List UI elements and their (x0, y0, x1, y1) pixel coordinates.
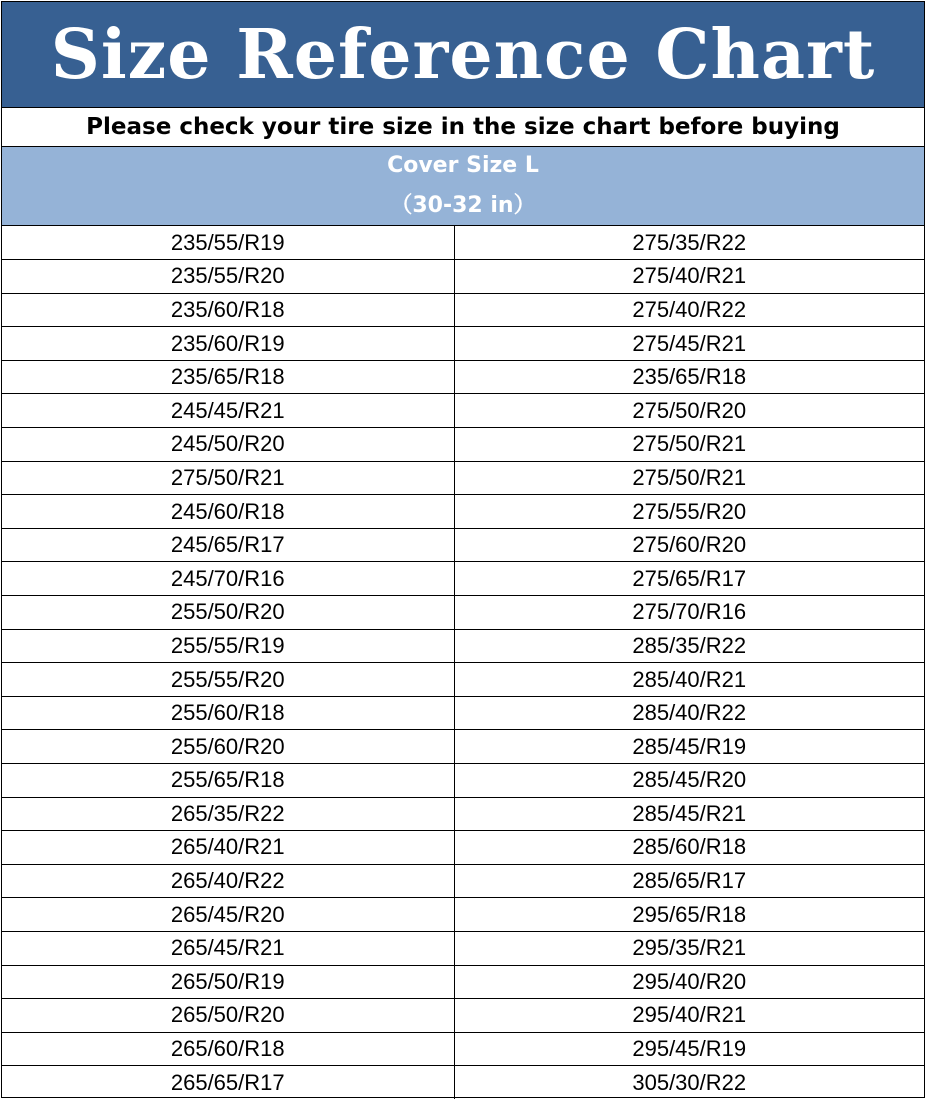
tire-size-cell-right: 285/40/R22 (454, 696, 924, 730)
table-row (2, 1066, 924, 1100)
tire-size-cell-right: 275/40/R22 (454, 293, 924, 327)
tire-size-cell-left: 235/60/R19 (2, 327, 454, 361)
table-row (2, 226, 924, 260)
tire-size-cell-right: 275/45/R21 (454, 327, 924, 361)
tire-size-cell-left: 245/60/R18 (2, 495, 454, 529)
table-row (2, 260, 924, 294)
cover-size-label: Cover Size L (387, 153, 539, 178)
tire-size-cell-right: 275/40/R21 (454, 260, 924, 294)
tire-size-cell-right: 285/45/R19 (454, 730, 924, 764)
tire-size-cell-left: 275/50/R21 (2, 461, 454, 495)
table-row (2, 1032, 924, 1066)
tire-size-cell-left: 245/70/R16 (2, 562, 454, 596)
table-row (2, 898, 924, 932)
tire-size-cell-left: 265/35/R22 (2, 797, 454, 831)
tire-size-cell-left: 255/60/R20 (2, 730, 454, 764)
tire-size-cell-right: 285/65/R17 (454, 864, 924, 898)
tire-size-cell-right: 295/40/R21 (454, 999, 924, 1033)
tire-size-cell-right: 285/45/R21 (454, 797, 924, 831)
tire-size-cell-right: 275/50/R21 (454, 461, 924, 495)
tire-size-cell-left: 255/55/R19 (2, 629, 454, 663)
table-row (2, 999, 924, 1033)
tire-size-cell-right: 295/35/R21 (454, 931, 924, 965)
size-chart (1, 1, 925, 1098)
cover-size-header (2, 147, 924, 226)
tire-size-cell-right: 275/55/R20 (454, 495, 924, 529)
tire-size-cell-right: 275/50/R20 (454, 394, 924, 428)
tire-size-cell-right: 295/40/R20 (454, 965, 924, 999)
tire-size-cell-left: 265/45/R21 (2, 931, 454, 965)
table-row (2, 730, 924, 764)
tire-size-cell-right: 295/45/R19 (454, 1032, 924, 1066)
chart-title: Size Reference Chart (2, 2, 924, 108)
tire-size-cell-right: 285/60/R18 (454, 831, 924, 865)
tire-size-cell-left: 235/55/R19 (2, 226, 454, 260)
cover-size-range: （30-32 in） (390, 193, 536, 218)
tire-size-cell-left: 245/50/R20 (2, 428, 454, 462)
tire-size-cell-left: 235/55/R20 (2, 260, 454, 294)
tire-size-cell-right: 275/65/R17 (454, 562, 924, 596)
table-row (2, 663, 924, 697)
tire-size-cell-right: 295/65/R18 (454, 898, 924, 932)
table-row (2, 931, 924, 965)
tire-size-cell-left: 235/65/R18 (2, 360, 454, 394)
tire-size-cell-right: 275/35/R22 (632, 229, 747, 255)
tire-size-cell-left: 265/40/R22 (2, 864, 454, 898)
tire-size-cell-left: 265/50/R20 (2, 999, 454, 1033)
tire-size-cell-left: 265/40/R21 (2, 831, 454, 865)
table-row (2, 327, 924, 361)
tire-size-cell-left: 265/60/R18 (2, 1032, 454, 1066)
table-row (2, 562, 924, 596)
table-row (2, 293, 924, 327)
buying-notice: Please check your tire size in the size chart before buying (2, 108, 924, 147)
tire-size-cell-right: 305/30/R22 (454, 1066, 924, 1100)
tire-size-cell-left: 255/65/R18 (2, 764, 454, 798)
table-row (2, 764, 924, 798)
table-row (2, 428, 924, 462)
tire-size-cell-right: 285/45/R20 (454, 764, 924, 798)
table-row (2, 596, 924, 630)
tire-size-cell-right: 275/70/R16 (454, 596, 924, 630)
table-row (2, 965, 924, 999)
table-row (2, 360, 924, 394)
tire-size-cell-right: 235/65/R18 (454, 360, 924, 394)
tire-size-cell-left: 265/45/R20 (2, 898, 454, 932)
tire-size-cell-right: 285/35/R22 (454, 629, 924, 663)
table-row (2, 864, 924, 898)
tire-size-cell-left: 265/65/R17 (2, 1066, 454, 1100)
table-row (2, 831, 924, 865)
table-row (2, 394, 924, 428)
table-row (2, 696, 924, 730)
tire-size-cell-left: 255/55/R20 (2, 663, 454, 697)
tire-size-cell-left: 245/45/R21 (2, 394, 454, 428)
table-row (2, 528, 924, 562)
tire-size-cell-left: 255/60/R18 (2, 696, 454, 730)
tire-size-table (2, 226, 924, 1099)
tire-size-cell-right: 285/40/R21 (454, 663, 924, 697)
tire-size-cell-left: 245/65/R17 (2, 528, 454, 562)
tire-size-cell-right: 275/60/R20 (454, 528, 924, 562)
tire-size-cell-left: 255/50/R20 (2, 596, 454, 630)
tire-size-cell-left: 265/50/R19 (2, 965, 454, 999)
table-row (2, 629, 924, 663)
table-row (2, 461, 924, 495)
table-row (2, 797, 924, 831)
tire-size-cell-left: 235/60/R18 (2, 293, 454, 327)
tire-size-cell-right: 275/50/R21 (454, 428, 924, 462)
table-row (2, 495, 924, 529)
